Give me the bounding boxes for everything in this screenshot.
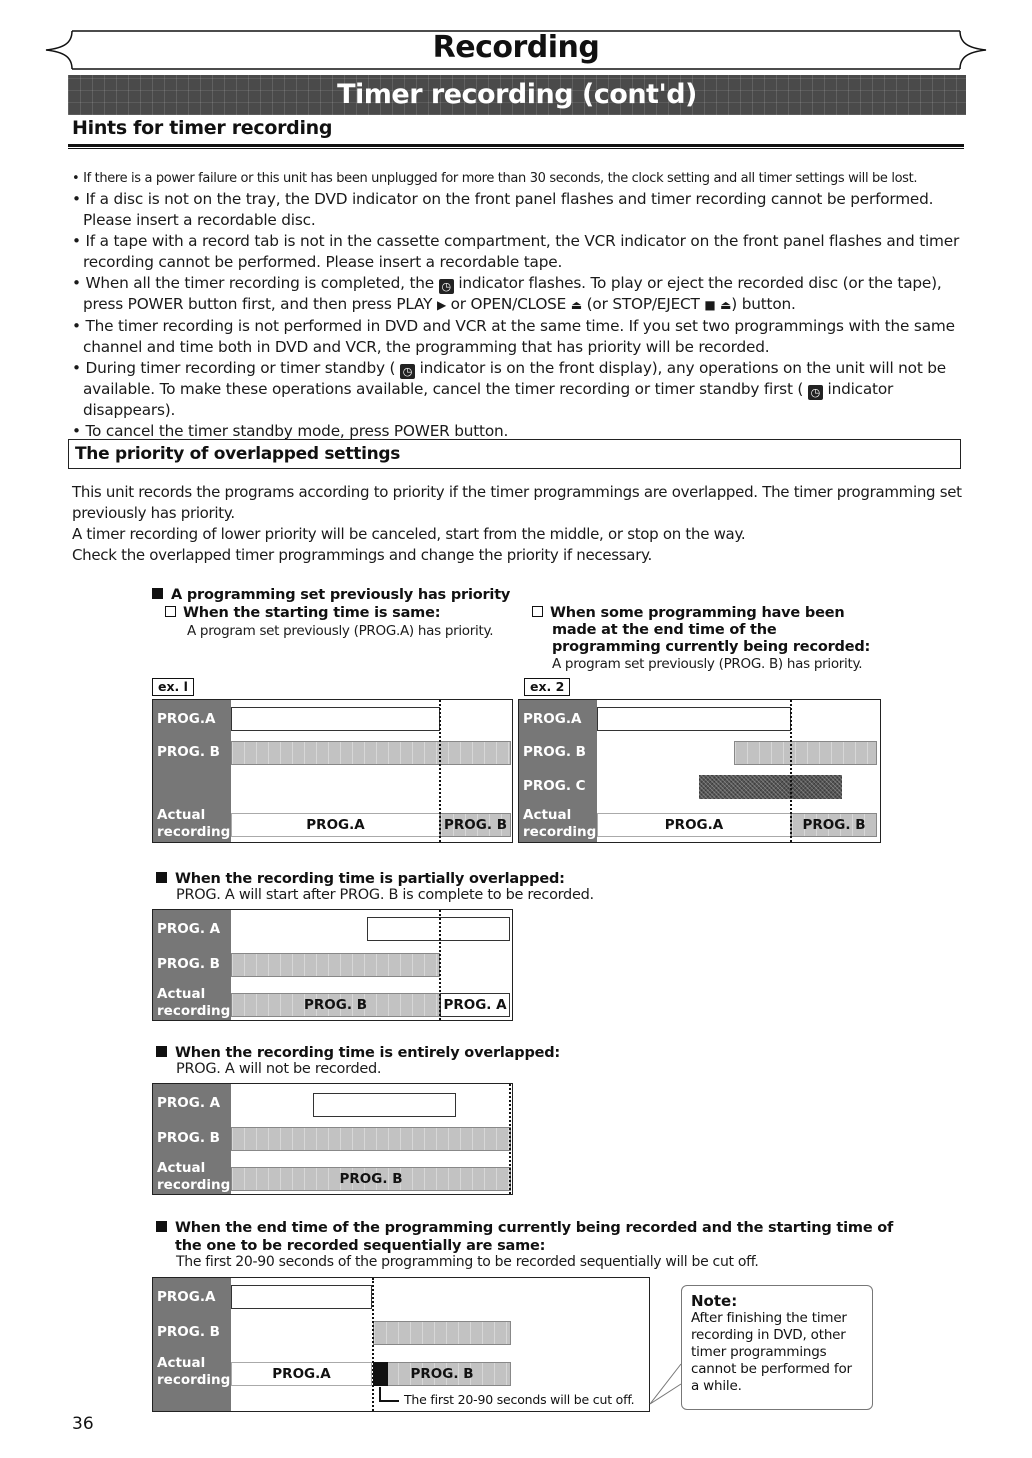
prog-b-bar [373, 1321, 511, 1345]
timer-indicator-icon: ◷ [400, 364, 415, 379]
time-marker [439, 910, 441, 1020]
cut-off-segment [373, 1362, 388, 1386]
note-body: After finishing the timer recording in DVD, other timer programmings cannot be performed for a while. [691, 1310, 852, 1394]
actual-prog-a-bar: PROG. A [440, 993, 510, 1017]
hint-item: • If a tape with a record tab is not in the cassette compartment, the VCR indicator on the front panel flashes and timer recording cannot be performed. Please insert a recordable tape. [72, 231, 972, 273]
hint-item: • When all the timer recording is completed, the ◷ indicator flashes. To play or eject the recorded disc (or the tape), press POWER button first, and then press PLAY ▶ or OPEN/CLOSE ⏏ (or STOP/EJECT ■ ⏏) button. [72, 273, 972, 316]
prog-a-bar [231, 707, 440, 731]
actual-prog-a-bar: PROG.A [231, 813, 440, 837]
hollow-square-bullet-icon [532, 606, 543, 617]
partial-overlap-diagram: PROG. A PROG. B Actual recording PROG. B PROG. A [152, 909, 513, 1021]
priority-intro: This unit records the programs according to priority if the timer programmings are overlapped. The timer programming set previously has priority. A timer recording of lower priority will be canceled, start from the middle, or stop on the way. Check the overlapped timer programmings and change the priority if necessary. [72, 483, 962, 564]
ex2-diagram: PROG.A PROG. B PROG. C Actual recording PROG.A PROG. B [518, 699, 881, 843]
chapter-title: Recording [432, 30, 600, 65]
stop-icon: ■ [704, 298, 716, 312]
actual-prog-b-bar: PROG. B [373, 1362, 511, 1386]
section1-heading: A programming set previously has priority [152, 586, 510, 604]
priority-heading: The priority of overlapped settings [75, 444, 401, 464]
prog-b-bar [231, 741, 511, 765]
prog-a-bar [231, 1285, 372, 1309]
section2-heading: When the recording time is partially overlapped: [156, 870, 565, 888]
section-banner [68, 75, 966, 115]
actual-prog-b-bar: PROG. B [791, 813, 877, 837]
hint-item: • If a disc is not on the tray, the DVD indicator on the front panel flashes and timer recording cannot be performed. Please insert a recordable disc. [72, 189, 972, 231]
actual-prog-a-bar: PROG.A [231, 1362, 372, 1386]
hints-heading: Hints for timer recording [72, 117, 333, 139]
note-box [681, 1285, 873, 1410]
ex2-subheading: When some programming have been made at the end time of the programming currently being recorded: [532, 605, 877, 656]
hint-item: • To cancel the timer standby mode, press POWER button. [72, 421, 972, 442]
time-marker [790, 700, 792, 842]
page-number: 36 [72, 1414, 94, 1434]
note-title: Note: [691, 1292, 738, 1310]
prog-b-bar [734, 741, 877, 765]
section3-heading: When the recording time is entirely overlapped: [156, 1044, 560, 1062]
black-square-bullet-icon [156, 872, 167, 883]
prog-a-bar [597, 707, 791, 731]
time-marker [372, 1278, 374, 1411]
ex2-desc: A program set previously (PROG. B) has priority. [552, 656, 863, 672]
hint-item: • The timer recording is not performed in DVD and VCR at the same time. If you set two programmings with the same channel and time both in DVD and VCR, the programming that has priority will be recorded. [72, 316, 972, 358]
prog-b-bar [231, 1127, 511, 1151]
eject-icon: ⏏ [720, 298, 732, 312]
hint-item: • If there is a power failure or this unit has been unplugged for more than 30 seconds, the clock setting and all timer settings will be lost. [72, 168, 972, 189]
eject-icon: ⏏ [570, 298, 582, 312]
section4-desc: The first 20-90 seconds of the programming to be recorded sequentially will be cut off. [176, 1254, 759, 1270]
ex1-diagram: PROG.A PROG. B Actual recording PROG.A PROG. B [152, 699, 513, 843]
prog-b-bar [231, 953, 440, 977]
ex2-tag: ex. 2 [524, 678, 570, 696]
priority-heading-box [68, 439, 961, 469]
play-icon: ▶ [436, 298, 446, 312]
hollow-square-bullet-icon [165, 606, 176, 617]
prog-a-bar [313, 1093, 456, 1117]
heading-rule [68, 144, 964, 149]
actual-prog-a-bar: PROG.A [597, 813, 791, 837]
actual-prog-b-bar: PROG. B [440, 813, 511, 837]
time-marker [439, 700, 441, 842]
actual-prog-b-bar: PROG. B [231, 993, 440, 1017]
black-square-bullet-icon [156, 1046, 167, 1057]
black-square-bullet-icon [152, 588, 163, 599]
hint-item: • During timer recording or timer standby ( ◷ indicator is on the front display), any operations on the unit will not be available. To make these operations available, cancel the timer recording or timer standby first ( ◷ indicator disappears). [72, 358, 972, 421]
section2-desc: PROG. A will start after PROG. B is complete to be recorded. [176, 887, 594, 903]
section4-heading: When the end time of the programming currently being recorded and the starting time of the one to be recorded sequentially are same: [156, 1219, 896, 1255]
sequential-diagram: PROG.A PROG. B Actual recording PROG.A PROG. B The first 20-90 seconds will be cut off. [152, 1277, 650, 1412]
chapter-title-banner [42, 28, 990, 72]
hints-list [72, 168, 972, 442]
timer-indicator-icon: ◷ [439, 279, 454, 294]
ex1-tag: ex. l [152, 678, 194, 696]
section3-desc: PROG. A will not be recorded. [176, 1061, 382, 1077]
ex1-subheading: When the starting time is same: [165, 605, 440, 622]
cut-off-bracket [379, 1387, 399, 1402]
timer-indicator-icon: ◷ [808, 385, 823, 400]
entire-overlap-diagram: PROG. A PROG. B Actual recording PROG. B [152, 1083, 513, 1195]
cut-off-note: The first 20-90 seconds will be cut off. [404, 1392, 635, 1407]
time-marker [509, 1084, 511, 1194]
section-title: Timer recording (cont'd) [337, 79, 697, 110]
ex1-desc: A program set previously (PROG.A) has priority. [187, 623, 494, 639]
prog-c-bar [699, 775, 842, 799]
actual-prog-b-bar: PROG. B [231, 1167, 511, 1191]
black-square-bullet-icon [156, 1221, 167, 1232]
